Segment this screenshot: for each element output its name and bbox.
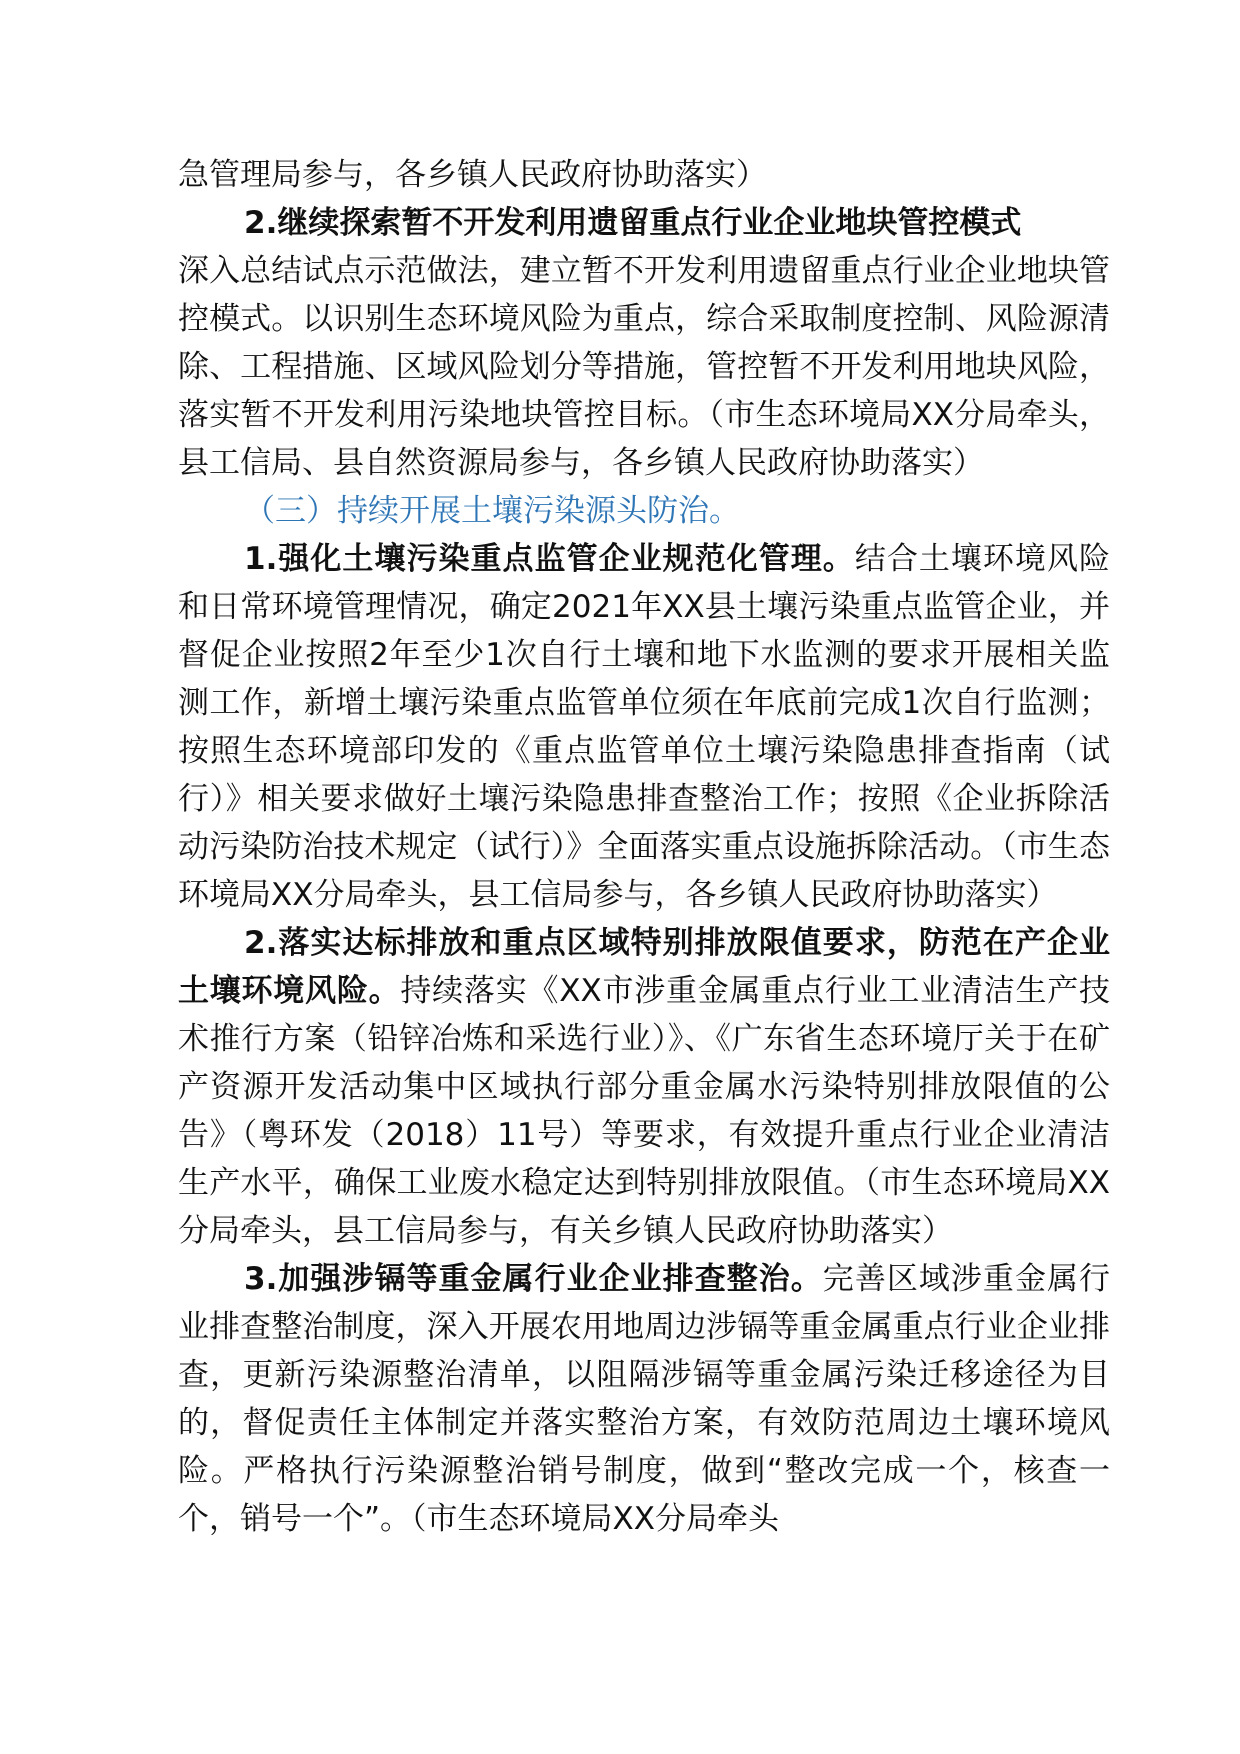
paragraph bbox=[178, 535, 1110, 919]
paragraph bbox=[178, 1255, 1110, 1543]
item-heading-bold: 3.加强涉镉等重金属行业企业排查整治。 bbox=[244, 1261, 823, 1297]
paragraph-text: 深入总结试点示范做法，建立暂不开发利用遗留重点行业企业地块管控模式。以识别生态环境风险为重点，综合采取制度控制、风险源清除、工程措施、区域风险划分等措施，管控暂不开发利用地块风险，落实暂不开发利用污染地块管控目标。（市生态环境局XX分局牵头，县工信局、县自然资源局参与，各乡镇人民政府协助落实） bbox=[178, 253, 1110, 481]
paragraph-text: 完善区域涉重金属行业排查整治制度，深入开展农用地周边涉镉等重金属重点行业企业排查，更新污染源整治清单，以阻隔涉镉等重金属污染迁移途径为目的，督促责任主体制定并落实整治方案，有效防范周边土壤环境风险。严格执行污染源整治销号制度，做到“整改完成一个，核查一个，销号一个”。（市生态环境局XX分局牵头 bbox=[178, 1261, 1110, 1537]
item-heading-bold: 1.强化土壤污染重点监管企业规范化管理。 bbox=[244, 541, 855, 577]
section-heading bbox=[178, 487, 1110, 535]
paragraph-text: 急管理局参与，各乡镇人民政府协助落实） bbox=[178, 157, 767, 193]
paragraph bbox=[178, 919, 1110, 1255]
paragraph-text: 持续落实《XX市涉重金属重点行业工业清洁生产技术推行方案（铅锌冶炼和采选行业）》、《广东省生态环境厅关于在矿产资源开发活动集中区域执行部分重金属水污染特别排放限值的公告》（粤环发（2018）11号）等要求，有效提升重点行业企业清洁生产水平，确保工业废水稳定达到特别排放限值。（市生态环境局XX分局牵头，县工信局参与，有关乡镇人民政府协助落实） bbox=[178, 973, 1110, 1249]
paragraph bbox=[178, 247, 1110, 487]
paragraph-continuation bbox=[178, 151, 1110, 199]
item-heading-bold: 2.落实达标排放和重点区域特别排放限值要求，防范在产企业土壤环境风险。 bbox=[178, 925, 1110, 1009]
section-item-title bbox=[178, 199, 1110, 247]
section-heading-text: （三）持续开展土壤污染源头防治。 bbox=[244, 493, 740, 529]
paragraph-text: 结合土壤环境风险和日常环境管理情况，确定2021年XX县土壤污染重点监管企业，并督促企业按照2年至少1次自行土壤和地下水监测的要求开展相关监测工作，新增土壤污染重点监管单位须在年底前完成1次自行监测；按照生态环境部印发的《重点监管单位土壤污染隐患排查指南（试行）》相关要求做好土壤污染隐患排查整治工作；按照《企业拆除活动污染防治技术规定（试行）》全面落实重点设施拆除活动。（市生态环境局XX分局牵头，县工信局参与，各乡镇人民政府协助落实） bbox=[178, 541, 1110, 913]
document-body bbox=[178, 151, 1110, 1543]
item-heading-bold: 2.继续探索暂不开发利用遗留重点行业企业地块管控模式 bbox=[244, 205, 1022, 241]
